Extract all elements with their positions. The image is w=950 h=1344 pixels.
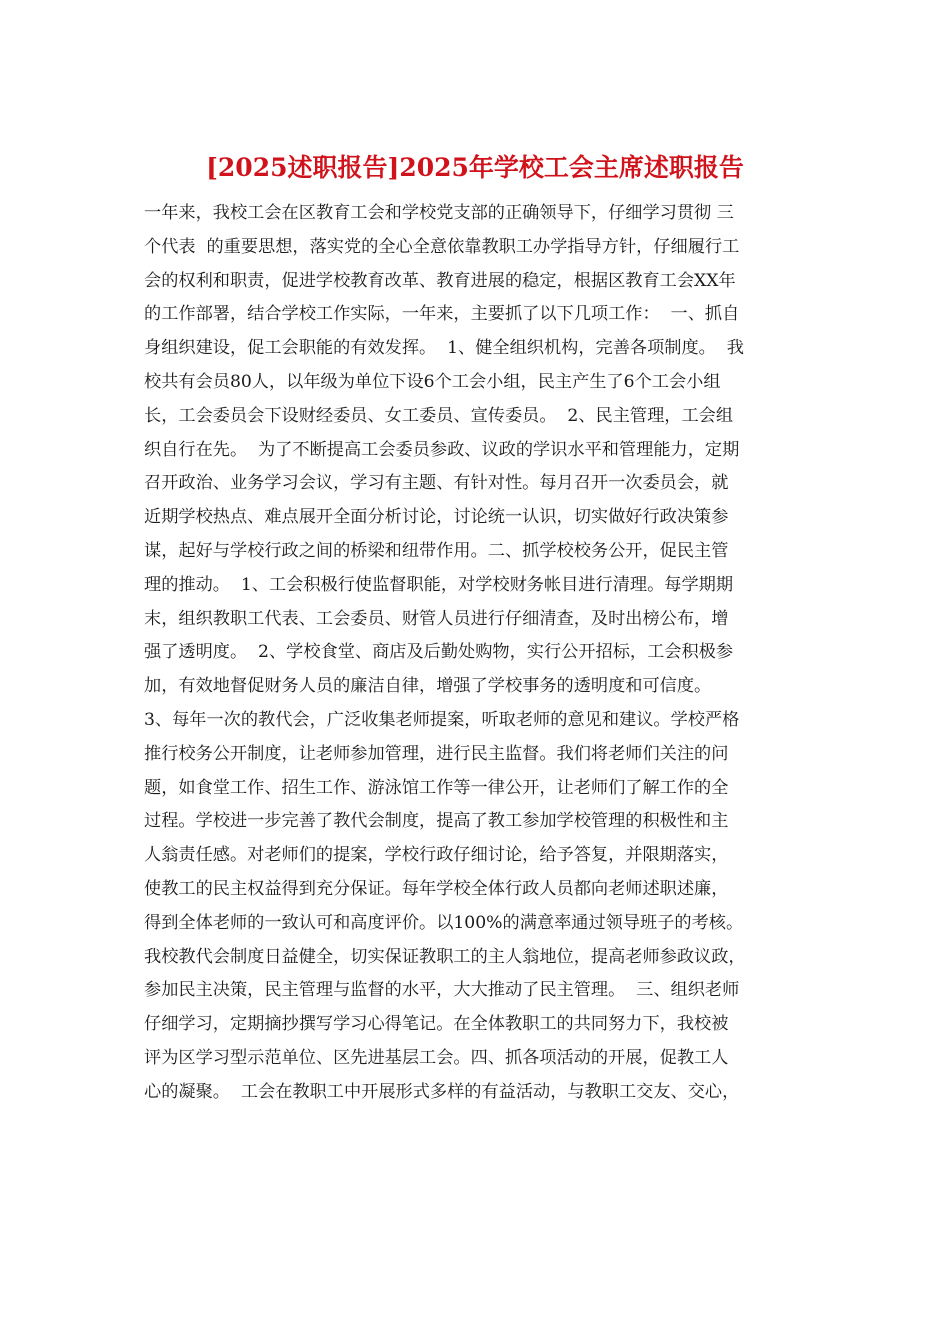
- body-line: 强了透明度。 2、学校食堂、商店及后勤处购物，实行公开招标，工会积极参: [144, 642, 734, 663]
- body-line: 个代表 的重要思想，落实党的全心全意依靠教职工办学指导方针，仔细履行工: [144, 236, 740, 257]
- body-line: 评为区学习型示范单位、区先进基层工会。四、抓各项活动的开展，促教工人: [144, 1047, 729, 1068]
- body-line: 末，组织教职工代表、工会委员、财管人员进行仔细清查，及时出榜公布，增: [144, 608, 729, 629]
- body-line: 理的推动。 1、工会积极行使监督职能，对学校财务帐目进行清理。每学期期: [144, 574, 734, 595]
- body-line: 织自行在先。 为了不断提高工会委员参政、议政的学识水平和管理能力，定期: [144, 439, 740, 460]
- body-line: 身组织建设，促工会职能的有效发挥。 1、健全组织机构，完善各项制度。 我: [144, 338, 744, 359]
- body-line: 我校教代会制度日益健全，切实保证教职工的主人翁地位，提高老师参政议政，: [144, 946, 746, 967]
- body-line: 的工作部署，结合学校工作实际，一年来，主要抓了以下几项工作： 一、抓自: [144, 304, 740, 325]
- body-line: 人翁责任感。对老师们的提案，学校行政仔细讨论，给予答复，并限期落实，: [144, 845, 729, 866]
- body-line: 参加民主决策，民主管理与监督的水平，大大推动了民主管理。 三、组织老师: [144, 980, 740, 1001]
- body-line: 题，如食堂工作、招生工作、游泳馆工作等一律公开，让老师们了解工作的全: [144, 777, 729, 798]
- body-line: 推行校务公开制度，让老师参加管理，进行民主监督。我们将老师们关注的问: [144, 743, 729, 764]
- body-line: 一年来，我校工会在区教育工会和学校党支部的正确领导下，仔细学习贯彻 三: [144, 203, 734, 223]
- body-line: 谋，起好与学校行政之间的桥梁和纽带作用。二、抓学校校务公开，促民主管: [144, 540, 729, 561]
- body-line: 过程。学校进一步完善了教代会制度，提高了教工参加学校管理的积极性和主: [144, 811, 729, 832]
- body-line: 3、每年一次的教代会，广泛收集老师提案，听取老师的意见和建议。学校严格: [144, 709, 740, 730]
- document-body: [144, 197, 824, 1110]
- body-line: 召开政治、业务学习会议，学习有主题、有针对性。每月召开一次委员会，就: [144, 473, 729, 494]
- document-title: [2025述职报告]2025年学校工会主席述职报告: [206, 153, 744, 182]
- body-line: 长，工会委员会下设财经委员、女工委员、宣传委员。 2、民主管理，工会组: [144, 405, 734, 426]
- body-line: 使教工的民主权益得到充分保证。每年学校全体行政人员都向老师述职述廉，: [144, 878, 729, 899]
- body-line: 得到全体老师的一致认可和高度评价。以100%的满意率通过领导班子的考核。: [144, 912, 744, 933]
- body-line: 心的凝聚。 工会在教职工中开展形式多样的有益活动，与教职工交友、交心，: [144, 1081, 740, 1102]
- body-line: 会的权利和职责，促进学校教育改革、教育进展的稳定，根据区教育工会XX年: [144, 270, 736, 291]
- body-line: 校共有会员80人，以年级为单位下设6个工会小组，民主产生了6个工会小组: [144, 371, 721, 392]
- body-line: 近期学校热点、难点展开全面分析讨论，讨论统一认识，切实做好行政决策参: [144, 507, 729, 528]
- body-line: 仔细学习，定期摘抄撰写学习心得笔记。在全体教职工的共同努力下，我校被: [144, 1014, 729, 1035]
- body-line: 加，有效地督促财务人员的廉洁自律，增强了学校事务的透明度和可信度。: [144, 676, 712, 697]
